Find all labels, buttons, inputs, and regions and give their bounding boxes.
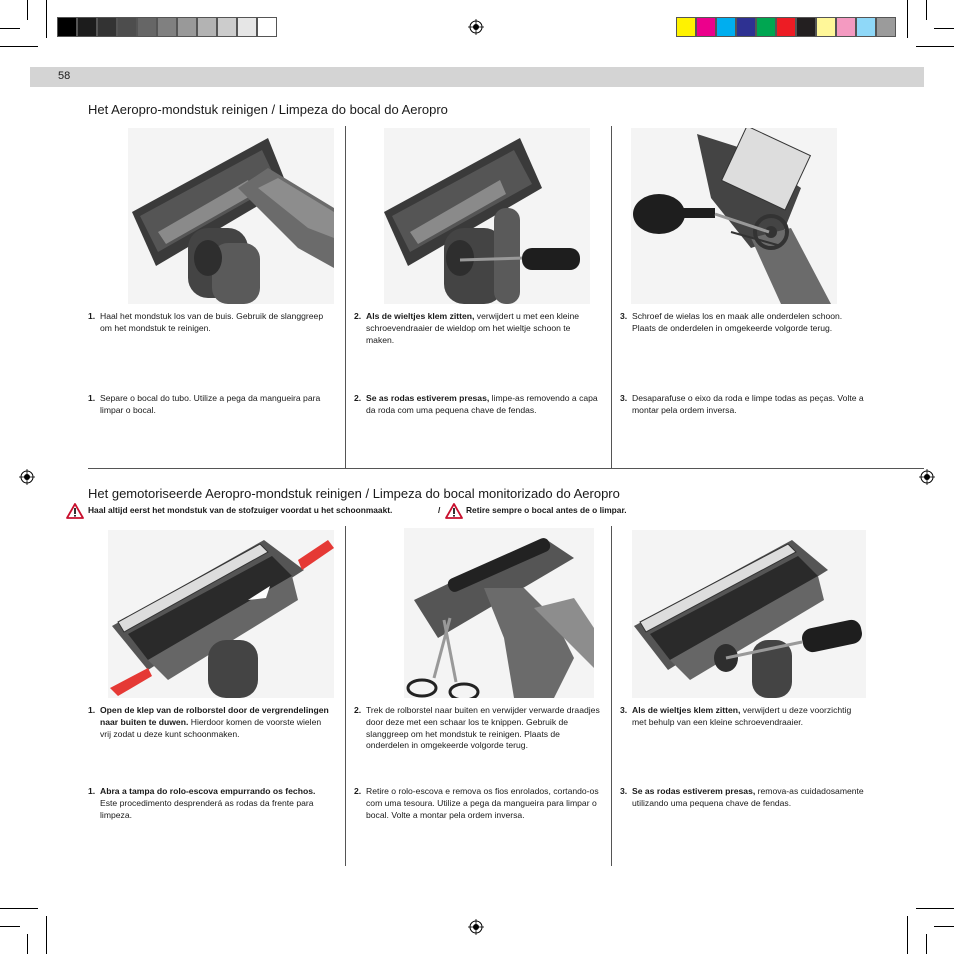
color-swatch xyxy=(177,17,197,37)
step-number: 3. xyxy=(620,393,628,403)
step-3-pt xyxy=(620,786,866,810)
step-bold: Open de klep van de rolborstel door de vergrendelingen naar buiten te duwen. xyxy=(100,705,329,727)
step-bold: Als de wieltjes klem zitten, xyxy=(366,311,475,321)
warning-text-pt: Retire sempre o bocal antes de o limpar. xyxy=(466,505,627,515)
page-number: 58 xyxy=(58,70,71,82)
warning-triangle-icon xyxy=(445,503,463,519)
step-text: Schroef de wielas los en maak alle onderdelen schoon. Plaats de onderdelen in omgekeerde volgorde terug. xyxy=(632,311,843,333)
color-swatch xyxy=(197,17,217,37)
warning-triangle-icon xyxy=(66,503,84,519)
warning-separator: / xyxy=(438,505,441,515)
step-number: 2. xyxy=(354,393,362,403)
step-3-nl xyxy=(620,311,866,335)
step-2-pt xyxy=(354,393,600,417)
nozzle-detach-illustration xyxy=(128,128,334,304)
registration-mark-icon xyxy=(468,919,484,935)
wheel-cap-screwdriver-illustration xyxy=(384,128,590,304)
step-text: Hierdoor komen de voorste wielen vrij zodat u deze kunt schoonmaken. xyxy=(100,716,322,739)
registration-mark-icon xyxy=(919,469,935,485)
step-number: 2. xyxy=(354,311,362,321)
color-swatch xyxy=(756,17,776,37)
step-number: 3. xyxy=(620,786,628,796)
step-number: 2. xyxy=(354,705,362,715)
section2-title: Het gemotoriseerde Aeropro-mondstuk reinigen / Limpeza do bocal monitorizado do Aeropro xyxy=(88,486,620,501)
column-divider xyxy=(345,526,346,866)
step-1-pt xyxy=(88,786,334,821)
column-divider xyxy=(611,526,612,866)
brushbar-cover-open-illustration xyxy=(108,530,334,698)
column-divider xyxy=(611,126,612,468)
color-swatch xyxy=(716,17,736,37)
color-swatch xyxy=(257,17,277,37)
step-2-pt xyxy=(354,786,600,821)
registration-mark-icon xyxy=(468,19,484,35)
color-swatch xyxy=(816,17,836,37)
column-divider xyxy=(345,126,346,468)
color-swatch xyxy=(77,17,97,37)
step-2-nl xyxy=(354,311,600,346)
page-header-band xyxy=(30,67,924,87)
step-text: Este procedimento desprenderá as rodas da frente para limpeza. xyxy=(100,797,314,820)
step-number: 3. xyxy=(620,311,628,321)
brushbar-scissors-illustration xyxy=(404,528,594,698)
step-number: 1. xyxy=(88,786,96,796)
step-text: Desaparafuse o eixo da roda e limpe todas as peças. Volte a montar pela ordem inversa. xyxy=(632,393,864,415)
color-swatch xyxy=(117,17,137,37)
section1-title: Het Aeropro-mondstuk reinigen / Limpeza do bocal do Aeropro xyxy=(88,102,448,117)
section-divider xyxy=(88,468,924,469)
step-text: verwijdert u deze voorzichtig met behulp van een kleine schroevendraaier. xyxy=(632,705,852,727)
registration-mark-icon xyxy=(19,469,35,485)
step-number: 2. xyxy=(354,786,362,796)
step-text: Haal het mondstuk los van de buis. Gebruik de slanggreep om het mondstuk te reinigen. xyxy=(100,311,324,333)
color-swatch xyxy=(736,17,756,37)
step-number: 3. xyxy=(620,705,628,715)
step-number: 1. xyxy=(88,311,96,321)
color-swatch xyxy=(776,17,796,37)
color-swatch xyxy=(217,17,237,37)
step-text: limpe-as removendo a capa da roda com uma pequena chave de fendas. xyxy=(366,393,598,415)
color-swatch xyxy=(237,17,257,37)
step-bold: Se as rodas estiverem presas, xyxy=(366,393,490,403)
wheel-axle-removal-illustration xyxy=(631,128,837,304)
color-swatch xyxy=(696,17,716,37)
step-text: verwijdert u met een kleine schroevendraaier de wieldop om het wieltje schoon te maken. xyxy=(366,311,580,345)
step-text: Retire o rolo-escova e remova os fios enrolados, cortando-os com uma tesoura. Utilize a pega da mangueira para limpar o bocal. Volte a montar pela ordem inversa. xyxy=(366,786,599,820)
step-3-nl xyxy=(620,705,866,729)
step-number: 1. xyxy=(88,393,96,403)
color-swatch xyxy=(137,17,157,37)
color-swatch xyxy=(796,17,816,37)
color-swatch xyxy=(856,17,876,37)
color-swatch xyxy=(676,17,696,37)
step-text: remova-as cuidadosamente utilizando uma pequena chave de fendas. xyxy=(632,786,864,808)
warning-text-nl: Haal altijd eerst het mondstuk van de stofzuiger voordat u het schoonmaakt. xyxy=(88,505,393,515)
color-swatch xyxy=(57,17,77,37)
color-swatch xyxy=(876,17,896,37)
step-1-pt xyxy=(88,393,334,417)
color-swatch xyxy=(157,17,177,37)
front-wheel-screwdriver-illustration xyxy=(632,530,866,698)
step-3-pt xyxy=(620,393,866,417)
step-bold: Se as rodas estiverem presas, xyxy=(632,786,756,796)
step-1-nl xyxy=(88,311,334,335)
step-bold: Als de wieltjes klem zitten, xyxy=(632,705,741,715)
color-swatch xyxy=(97,17,117,37)
step-2-nl xyxy=(354,705,600,752)
step-number: 1. xyxy=(88,705,96,715)
step-text: Separe o bocal do tubo. Utilize a pega da mangueira para limpar o bocal. xyxy=(100,393,321,415)
step-bold: Abra a tampa do rolo-escova empurrando os fechos. xyxy=(100,786,316,796)
step-text: Trek de rolborstel naar buiten en verwijder verwarde draadjes door deze met een schaar los te knippen. Gebruik de slanggreep om het mondstuk te reinigen. Plaats de onderdelen in omgekeerde volgorde terug. xyxy=(366,705,600,751)
color-swatch xyxy=(836,17,856,37)
step-1-nl xyxy=(88,705,334,740)
